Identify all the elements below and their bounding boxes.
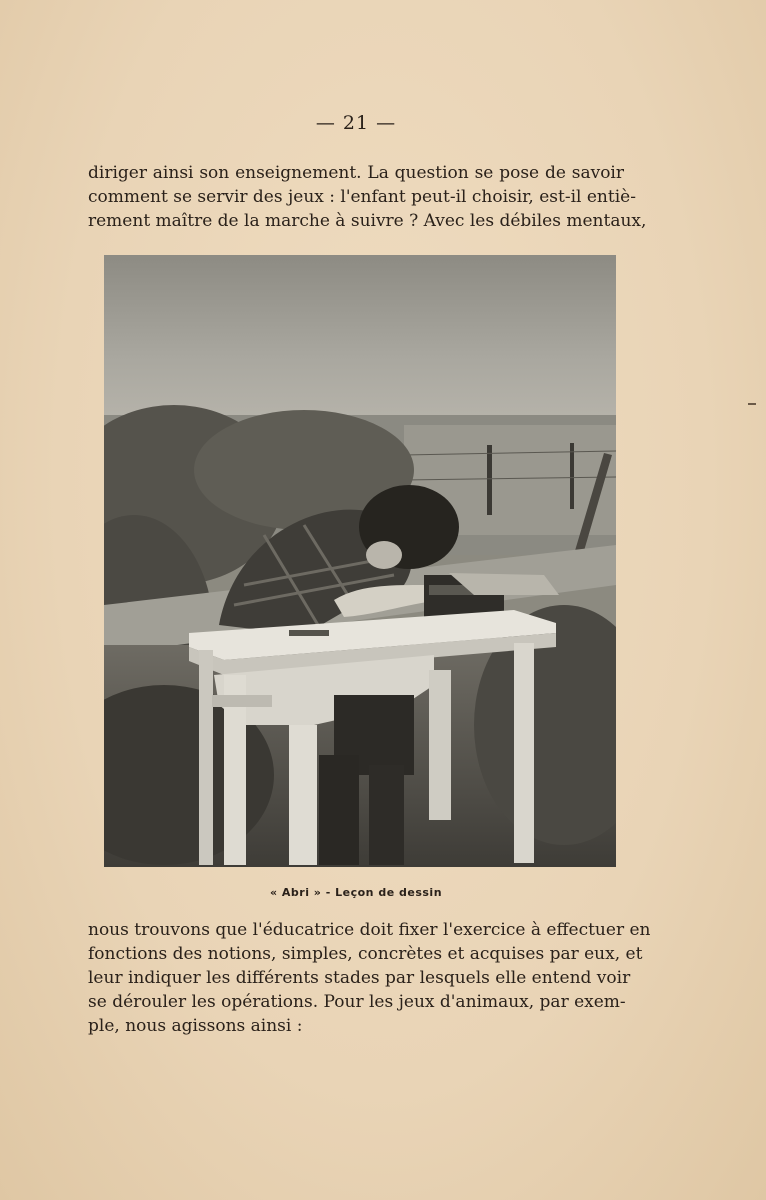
page-edge-mark [748, 403, 756, 405]
photo-caption: « Abri » - Leçon de dessin [269, 886, 443, 899]
text-line: comment se servir des jeux : l'enfant peut-il choisir, est-il entiè- [88, 187, 636, 207]
text-line: leur indiquer les différents stades par lesquels elle entend voir [88, 968, 631, 988]
paragraph-bottom [88, 918, 651, 1038]
text-line: se dérouler les opérations. Pour les jeux d'animaux, par exem- [88, 992, 626, 1012]
page-number: — 21 — [315, 112, 397, 134]
text-line: nous trouvons que l'éducatrice doit fixer l'exercice à effectuer en [88, 920, 651, 940]
text-line: fonctions des notions, simples, concrètes et acquises par eux, et [88, 944, 643, 964]
paragraph-top [88, 161, 647, 233]
text-line: rement maître de la marche à suivre ? Avec les débiles mentaux, [88, 211, 647, 231]
text-line: ple, nous agissons ainsi : [88, 1016, 303, 1036]
text-line: diriger ainsi son enseignement. La question se pose de savoir [88, 163, 624, 183]
photograph-child-drawing-at-table [104, 255, 616, 867]
